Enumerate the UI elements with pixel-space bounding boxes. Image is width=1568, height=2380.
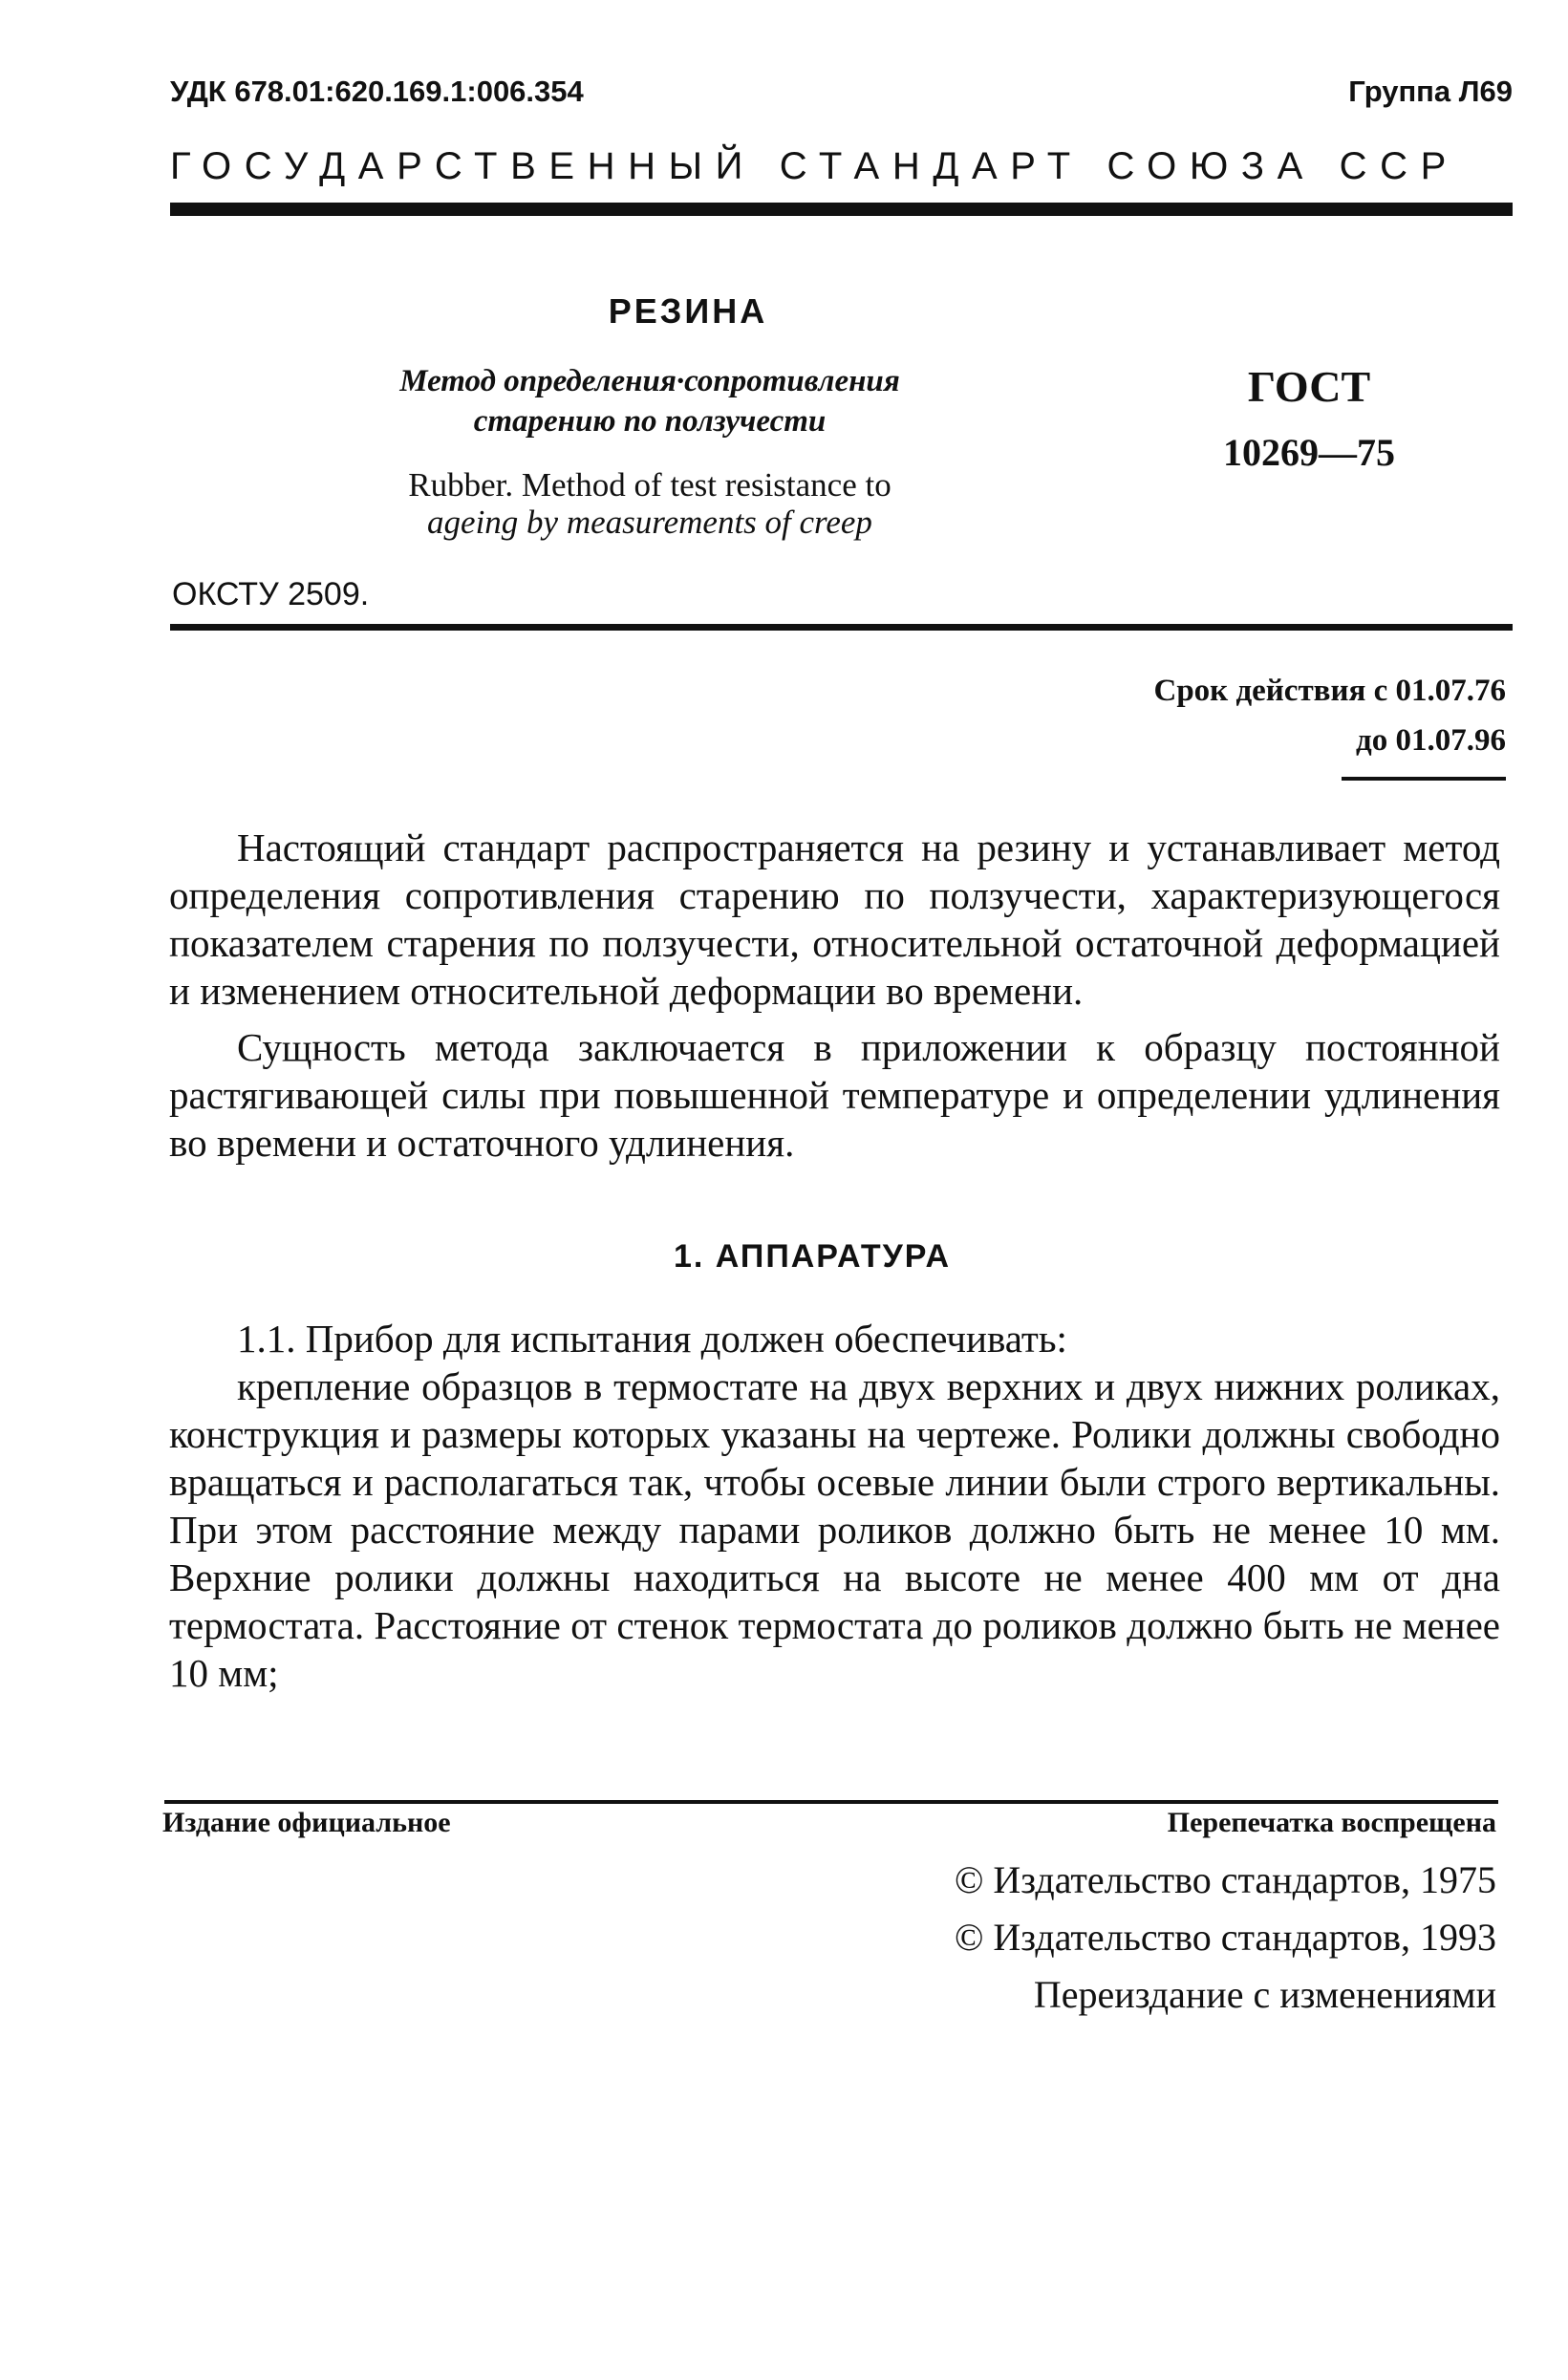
udc-code: УДК 678.01:620.169.1:006.354	[170, 75, 584, 108]
validity-to: до 01.07.96	[1356, 723, 1506, 758]
reissue-notice: Переиздание с изменениями	[1033, 1973, 1496, 2016]
title-ru-line1: Метод определения·сопротивления	[399, 364, 900, 398]
okstu-code: ОКСТУ 2509.	[172, 576, 370, 612]
copyright-1993: © Издательство стандартов, 1993	[954, 1916, 1496, 1959]
title-en-line2: ageing by measurements of creep	[427, 504, 872, 541]
intro-paragraph-1: Настоящий стандарт распространяется на резину и устанавливает метод определения сопротивления старению по ползучести, характеризующегося показателем старения по ползучести, относительной остаточной деформацией и изменением относительной деформации во времени.	[169, 825, 1500, 1013]
gost-label: ГОСТ	[1247, 362, 1371, 411]
section-heading: 1. АППАРАТУРА	[673, 1238, 952, 1275]
document-subject: РЕЗИНА	[608, 291, 768, 331]
header-rule	[170, 203, 1513, 216]
title-ru-line2: старению по ползучести	[473, 404, 827, 439]
footer-rule	[164, 1800, 1498, 1804]
official-edition: Издание официальное	[162, 1807, 451, 1838]
validity-from: Срок действия с 01.07.76	[1153, 674, 1506, 708]
intro-paragraph-2: Сущность метода заключается в приложении к образцу постоянной растягивающей силы при повышенной температуре и определении удлинения во времени и остаточного удлинения.	[169, 1025, 1500, 1165]
clause-1-1-text: крепление образцов в термостате на двух верхних и двух нижних роликах, конструкция и размеры которых указаны на чертеже. Ролики должны свободно вращаться и располагаться так, чтобы осевые линии были строго вертикальны. При этом расстояние между парами роликов должно быть не менее 10 мм. Верхние ролики должны находиться на высоте не менее 400 мм от дна термостата. Расстояние от стенок термостата до роликов должно быть не менее 10 мм;	[169, 1364, 1500, 1695]
clause-1-1: 1.1. Прибор для испытания должен обеспечивать:	[237, 1317, 1067, 1361]
title-block-rule	[170, 624, 1513, 631]
state-standard-title: ГОСУДАРСТВЕННЫЙ СТАНДАРТ СОЮЗА ССР	[170, 145, 1459, 187]
intro-text	[169, 824, 1500, 1167]
title-en-line1: Rubber. Method of test resistance to	[408, 466, 891, 504]
validity-underline	[1342, 777, 1506, 781]
reprint-notice: Перепечатка воспрещена	[1167, 1807, 1496, 1838]
section-1-text	[169, 1315, 1500, 1697]
gost-number: 10269—75	[1223, 431, 1395, 474]
group-code: Группа Л69	[1348, 75, 1513, 108]
copyright-1975: © Издательство стандартов, 1975	[954, 1858, 1496, 1901]
